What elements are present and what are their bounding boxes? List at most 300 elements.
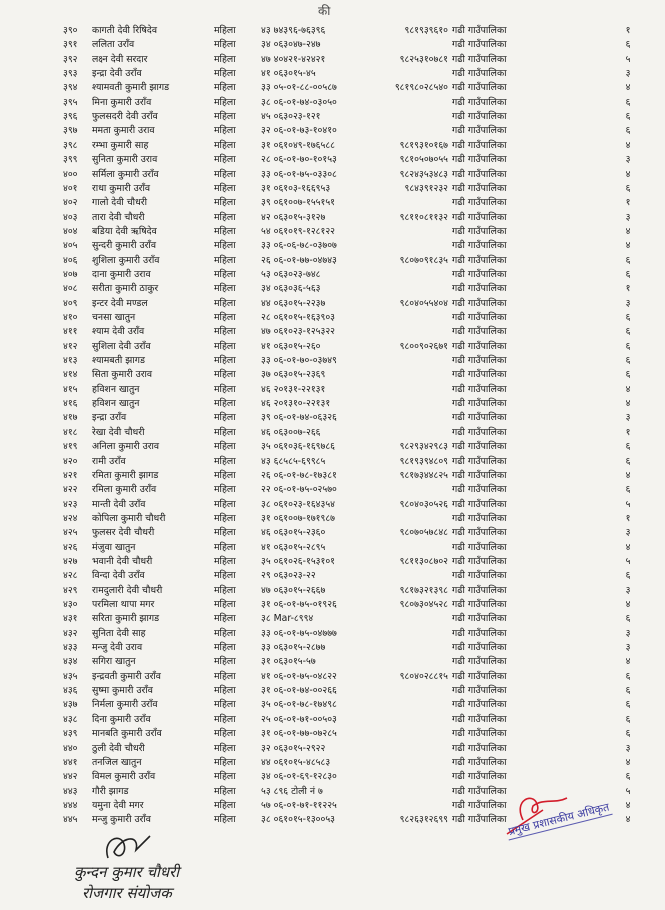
gender-cell: महिला bbox=[214, 254, 236, 266]
municipality-cell: गढी गाउँपालिका bbox=[452, 785, 507, 797]
ward-cell: ५ bbox=[625, 498, 631, 510]
age-id-cell: ४१ ०६३०१५-२८९५ bbox=[261, 541, 326, 553]
gender-cell: महिला bbox=[214, 25, 236, 36]
table-row bbox=[0, 38, 665, 51]
table-row bbox=[0, 67, 665, 80]
municipality-cell: गढी गाउँपालिका bbox=[452, 326, 507, 338]
ward-cell: ३ bbox=[625, 627, 631, 639]
serial-number: ४१२ bbox=[63, 340, 78, 352]
ward-cell: ६ bbox=[625, 340, 631, 352]
gender-cell: महिला bbox=[214, 814, 236, 826]
table-row bbox=[0, 282, 665, 295]
name-cell: इन्टर देवी मण्डल bbox=[92, 297, 148, 309]
phone-cell: ९८१७३२१३९८ bbox=[399, 584, 448, 596]
age-id-cell: ३५ ०६१०२६-१५३१०१ bbox=[261, 555, 335, 567]
gender-cell: महिला bbox=[214, 283, 236, 295]
name-cell: रमिला कुमारी उराँव bbox=[92, 484, 157, 496]
serial-number: ४३० bbox=[63, 599, 78, 610]
age-id-cell: ४६ ०६३०१५-२३६० bbox=[261, 527, 326, 539]
gender-cell: महिला bbox=[214, 742, 236, 754]
ward-cell: ६ bbox=[625, 312, 631, 323]
ward-cell: ६ bbox=[625, 125, 631, 137]
name-cell: विन्दा देवी उराँव bbox=[92, 570, 145, 582]
name-cell: सरीता कुमारी ठाकुर bbox=[92, 283, 159, 295]
municipality-cell: गढी गाउँपालिका bbox=[452, 154, 507, 166]
name-cell: विमल कुमारी उराँव bbox=[92, 771, 156, 783]
gender-cell: महिला bbox=[214, 383, 236, 395]
ward-cell: ३ bbox=[625, 211, 631, 223]
table-row bbox=[0, 483, 665, 496]
table-row bbox=[0, 727, 665, 740]
municipality-cell: गढी गाउँपालिका bbox=[452, 139, 507, 151]
serial-number: ४०९ bbox=[63, 297, 78, 309]
municipality-cell: गढी गाउँपालिका bbox=[452, 254, 507, 266]
ward-cell: ६ bbox=[625, 613, 631, 625]
name-cell: यमुना देवी मगर bbox=[92, 799, 144, 811]
municipality-cell: गढी गाउँपालिका bbox=[452, 197, 507, 209]
name-cell: निर्मला कुमारी उराँव bbox=[92, 699, 158, 711]
serial-number: ३९४ bbox=[63, 82, 78, 94]
municipality-cell: गढी गाउँपालिका bbox=[452, 441, 507, 453]
name-cell: हविशन खातुन bbox=[92, 383, 140, 395]
gender-cell: महिला bbox=[214, 82, 236, 94]
age-id-cell: ३८ Mar-८९९४ bbox=[261, 613, 314, 625]
municipality-cell: गढी गाउँपालिका bbox=[452, 656, 507, 668]
table-row bbox=[0, 469, 665, 482]
table-row bbox=[0, 455, 665, 468]
table-row bbox=[0, 770, 665, 783]
name-cell: रमिता कुमारी झागड bbox=[92, 469, 159, 481]
ward-cell: ३ bbox=[625, 68, 631, 80]
ward-cell: ६ bbox=[625, 355, 631, 367]
signer-name: कुन्दन कुमार चौधरी bbox=[74, 863, 180, 881]
serial-number: ४३५ bbox=[63, 670, 78, 682]
ward-cell: ४ bbox=[625, 541, 631, 553]
age-id-cell: ४७ ०६१०२३-१२५३२२ bbox=[261, 326, 335, 338]
ward-cell: १ bbox=[625, 283, 631, 295]
age-id-cell: २२ ०६-०१-७५-०२५७० bbox=[261, 484, 337, 496]
gender-cell: महिला bbox=[214, 53, 236, 65]
serial-number: ३९८ bbox=[63, 139, 78, 151]
ward-cell: ६ bbox=[625, 254, 631, 266]
age-id-cell: ३३ ०६-०६-७८-०३७०७ bbox=[261, 240, 337, 252]
table-row bbox=[0, 641, 665, 654]
phone-cell: ९८१९३१०१६७ bbox=[399, 139, 448, 151]
municipality-cell: गढी गाउँपालिका bbox=[452, 340, 507, 352]
name-cell: रम्भा कुमारी साह bbox=[92, 139, 149, 151]
name-cell: गौरी झागड bbox=[92, 785, 129, 797]
ward-cell: ६ bbox=[625, 326, 631, 338]
serial-number: ४१० bbox=[63, 312, 78, 323]
gender-cell: महिला bbox=[214, 441, 236, 453]
municipality-cell: गढी गाउँपालिका bbox=[452, 426, 507, 438]
ward-cell: ४ bbox=[625, 814, 631, 826]
ward-cell: ६ bbox=[625, 441, 631, 453]
serial-number: ४१६ bbox=[63, 398, 78, 410]
gender-cell: महिला bbox=[214, 268, 236, 280]
municipality-cell: गढी गाउँपालिका bbox=[452, 225, 507, 237]
name-cell: इन्द्रा देवी उराँव bbox=[92, 68, 142, 80]
age-id-cell: ५३ ८९६ टोली नं ७ bbox=[261, 785, 323, 797]
ward-cell: ४ bbox=[625, 139, 631, 151]
phone-cell: ९८११३०८७०२ bbox=[399, 555, 448, 567]
table-row bbox=[0, 139, 665, 152]
ward-cell: ४ bbox=[625, 756, 631, 768]
name-cell: इन्द्रवती कुमारी उराँव bbox=[92, 670, 161, 682]
age-id-cell: ५३ ०६३०२३-७४८ bbox=[261, 268, 321, 280]
ward-cell: ६ bbox=[625, 713, 631, 725]
table-row bbox=[0, 368, 665, 381]
phone-cell: ९८०४०५५४०४ bbox=[399, 297, 448, 309]
gender-cell: महिला bbox=[214, 656, 236, 668]
table-row bbox=[0, 268, 665, 281]
phone-cell: ९८४३९१२३२ bbox=[404, 182, 448, 194]
name-cell: रामी उराँव bbox=[92, 455, 126, 467]
table-row bbox=[0, 411, 665, 424]
table-row bbox=[0, 655, 665, 668]
ward-cell: ६ bbox=[625, 96, 631, 108]
age-id-cell: ३३ ०५-०१-८८-००५८७ bbox=[261, 82, 337, 94]
gender-cell: महिला bbox=[214, 584, 236, 596]
name-cell: कागती देवी रिषिदेव bbox=[92, 25, 158, 36]
age-id-cell: ३४ ०६-०१-६९-१२८३० bbox=[261, 771, 337, 783]
name-cell: सरिता कुमारी झागड bbox=[92, 613, 160, 625]
age-id-cell: ४५ ०६३०२३-१२१ bbox=[261, 111, 321, 123]
gender-cell: महिला bbox=[214, 785, 236, 797]
age-id-cell: ५४ ०६१०१९-१२८१२२ bbox=[261, 225, 335, 237]
phone-cell: ९८१९८०२८५४० bbox=[394, 82, 448, 94]
serial-number: ४०५ bbox=[63, 240, 78, 252]
municipality-cell: गढी गाउँपालिका bbox=[452, 512, 507, 524]
ward-cell: १ bbox=[625, 25, 631, 36]
name-cell: फुलसर देवी चौधरी bbox=[92, 527, 155, 539]
ward-cell: ५ bbox=[625, 555, 631, 567]
municipality-cell: गढी गाउँपालिका bbox=[452, 570, 507, 582]
serial-number: ३९१ bbox=[63, 39, 78, 51]
name-cell: शुशिला कुमारी उराँव bbox=[92, 254, 160, 266]
municipality-cell: गढी गाउँपालिका bbox=[452, 25, 507, 36]
ward-cell: ६ bbox=[625, 699, 631, 711]
gender-cell: महिला bbox=[214, 96, 236, 108]
gender-cell: महिला bbox=[214, 240, 236, 252]
serial-number: ४२६ bbox=[63, 541, 78, 553]
ward-cell: ५ bbox=[625, 785, 631, 797]
gender-cell: महिला bbox=[214, 225, 236, 237]
ward-cell: ४ bbox=[625, 240, 631, 252]
gender-cell: महिला bbox=[214, 154, 236, 166]
municipality-cell: गढी गाउँपालिका bbox=[452, 111, 507, 123]
municipality-cell: गढी गाउँपालिका bbox=[452, 469, 507, 481]
table-row bbox=[0, 96, 665, 109]
serial-number: ४०३ bbox=[63, 211, 78, 223]
age-id-cell: ४४ ०६१०१५-४८५८३ bbox=[261, 756, 331, 768]
left-signature-flourish bbox=[100, 830, 160, 864]
age-id-cell: २६ ०६-०१-७८-१७३८१ bbox=[261, 469, 337, 481]
table-row bbox=[0, 196, 665, 209]
table-row bbox=[0, 311, 665, 324]
gender-cell: महिला bbox=[214, 426, 236, 438]
phone-cell: ९८२६३१२६९९ bbox=[399, 814, 448, 826]
phone-cell: ९८०७३०४५२८ bbox=[399, 599, 448, 610]
table-row bbox=[0, 670, 665, 683]
serial-number: ४०४ bbox=[63, 225, 78, 237]
ward-cell: ६ bbox=[625, 685, 631, 697]
gender-cell: महिला bbox=[214, 541, 236, 553]
name-cell: तारा देवी चौधरी bbox=[92, 211, 145, 223]
serial-number: ४१३ bbox=[63, 355, 78, 367]
name-cell: श्याम देवी उराँव bbox=[92, 326, 145, 338]
age-id-cell: ३४ ०६३०३६-५६३ bbox=[261, 283, 321, 295]
name-cell: ममता कुमारी उराव bbox=[92, 125, 155, 137]
age-id-cell: ३८ ०६१०१५-१३००५३ bbox=[261, 814, 335, 826]
name-cell: सुनिता कुमारी उराव bbox=[92, 154, 158, 166]
table-row bbox=[0, 584, 665, 597]
age-id-cell: ३९ ०६-०१-७४-०६३२६ bbox=[261, 412, 337, 424]
age-id-cell: ४३ ७४३९६-७६३९६ bbox=[261, 25, 326, 36]
age-id-cell: ४६ ०६३००७-२६६ bbox=[261, 426, 321, 438]
phone-cell: ९८०७०९१८३५ bbox=[399, 254, 448, 266]
age-id-cell: ४६ २०१३१०-२२१३१ bbox=[261, 398, 331, 410]
gender-cell: महिला bbox=[214, 728, 236, 740]
gender-cell: महिला bbox=[214, 484, 236, 496]
official-stamp: प्रमुख प्रशासकीय अधिकृत bbox=[505, 799, 613, 840]
age-id-cell: ३१ ०६-०१-७५-०१९२६ bbox=[261, 599, 337, 610]
age-id-cell: ४३ ६८५८५-६९९८५ bbox=[261, 455, 326, 467]
ward-cell: ३ bbox=[625, 527, 631, 539]
age-id-cell: ३२ ०६-०१-७३-१०४१० bbox=[261, 125, 337, 137]
municipality-cell: गढी गाउँपालिका bbox=[452, 455, 507, 467]
municipality-cell: गढी गाउँपालिका bbox=[452, 498, 507, 510]
ward-cell: ६ bbox=[625, 771, 631, 783]
ward-cell: ४ bbox=[625, 82, 631, 94]
gender-cell: महिला bbox=[214, 642, 236, 654]
serial-number: ३९० bbox=[63, 25, 78, 36]
serial-number: ४२४ bbox=[63, 512, 78, 524]
serial-number: ४११ bbox=[63, 326, 78, 338]
ward-cell: ३ bbox=[625, 742, 631, 754]
table-row bbox=[0, 397, 665, 410]
name-cell: सुनिता देवी साह bbox=[92, 627, 146, 639]
age-id-cell: ३८ ०६१०२३-१६४३५४ bbox=[261, 498, 335, 510]
gender-cell: महिला bbox=[214, 469, 236, 481]
serial-number: ४०० bbox=[63, 168, 78, 180]
phone-cell: ९८११०८११३२ bbox=[399, 211, 448, 223]
name-cell: रेखा देवी चौधरी bbox=[92, 426, 145, 438]
age-id-cell: ३२ ०६३०१५-२९२२ bbox=[261, 742, 326, 754]
serial-number: ४३७ bbox=[63, 699, 78, 711]
table-row bbox=[0, 541, 665, 554]
municipality-cell: गढी गाउँपालिका bbox=[452, 39, 507, 51]
gender-cell: महिला bbox=[214, 512, 236, 524]
table-row bbox=[0, 498, 665, 511]
age-id-cell: ३९ ०६१००७-१५५१५१ bbox=[261, 197, 335, 209]
name-cell: सुष्मा कुमारी उराँव bbox=[92, 685, 153, 697]
name-cell: तनजिल खातुन bbox=[92, 756, 142, 768]
age-id-cell: ३१ ०६-०१-७४-००२६६ bbox=[261, 685, 337, 697]
name-cell: परमिला थापा मगर bbox=[92, 599, 155, 610]
serial-number: ४१७ bbox=[63, 412, 78, 424]
age-id-cell: ३७ ०६३०१५-२३६९ bbox=[261, 369, 326, 381]
gender-cell: महिला bbox=[214, 527, 236, 539]
ward-cell: ३ bbox=[625, 154, 631, 166]
serial-number: ४४५ bbox=[63, 814, 78, 826]
ward-cell: ३ bbox=[625, 642, 631, 654]
ward-cell: ४ bbox=[625, 398, 631, 410]
table-row bbox=[0, 612, 665, 625]
serial-number: ४३३ bbox=[63, 642, 78, 654]
name-cell: अनिला कुमारी उराव bbox=[92, 441, 160, 453]
gender-cell: महिला bbox=[214, 799, 236, 811]
table-row bbox=[0, 627, 665, 640]
age-id-cell: ४६ २०१३१-२२१३१ bbox=[261, 383, 326, 395]
phone-cell: ९८०४०३०५२६ bbox=[399, 498, 448, 510]
serial-number: ४२२ bbox=[63, 484, 78, 496]
municipality-cell: गढी गाउँपालिका bbox=[452, 728, 507, 740]
gender-cell: महिला bbox=[214, 312, 236, 323]
gender-cell: महिला bbox=[214, 297, 236, 309]
name-cell: दिना कुमारी उराँव bbox=[92, 713, 151, 725]
serial-number: ३९९ bbox=[63, 154, 78, 166]
gender-cell: महिला bbox=[214, 599, 236, 610]
serial-number: ४०१ bbox=[63, 182, 78, 194]
age-id-cell: ३१ ०६१०४९-१७६५८८ bbox=[261, 139, 335, 151]
phone-cell: ९८१९३९६१० bbox=[404, 25, 448, 36]
table-row bbox=[0, 24, 665, 37]
phone-cell: ९८२४३५३४८३ bbox=[399, 168, 448, 180]
ward-cell: ६ bbox=[625, 111, 631, 123]
ward-cell: ४ bbox=[625, 656, 631, 668]
municipality-cell: गढी गाउँपालिका bbox=[452, 642, 507, 654]
age-id-cell: ३१ ०६३०१५-५७ bbox=[261, 656, 316, 668]
gender-cell: महिला bbox=[214, 211, 236, 223]
serial-number: ४४२ bbox=[63, 771, 78, 783]
serial-number: ३९२ bbox=[63, 53, 78, 65]
gender-cell: महिला bbox=[214, 713, 236, 725]
municipality-cell: गढी गाउँपालिका bbox=[452, 613, 507, 625]
serial-number: ४४१ bbox=[63, 756, 78, 768]
ward-cell: १ bbox=[625, 512, 631, 524]
ward-cell: ५ bbox=[625, 53, 631, 65]
ward-cell: ६ bbox=[625, 670, 631, 682]
table-row bbox=[0, 598, 665, 611]
name-cell: सुशिला देवी उराँव bbox=[92, 340, 151, 352]
name-cell: राधा कुमारी उराँव bbox=[92, 182, 151, 194]
serial-number: ४२१ bbox=[63, 469, 78, 481]
name-cell: भवानी देवी चौधरी bbox=[92, 555, 153, 567]
table-row bbox=[0, 254, 665, 267]
age-id-cell: ३५ ०६-०१-७८-१७४९८ bbox=[261, 699, 337, 711]
age-id-cell: ३३ ०६-०१-७०-०३७४९ bbox=[261, 355, 337, 367]
age-id-cell: २८ ०६१०१५-१६३९०३ bbox=[261, 312, 335, 323]
ward-cell: ३ bbox=[625, 297, 631, 309]
gender-cell: महिला bbox=[214, 355, 236, 367]
gender-cell: महिला bbox=[214, 412, 236, 424]
gender-cell: महिला bbox=[214, 340, 236, 352]
table-row bbox=[0, 742, 665, 755]
serial-number: ४२९ bbox=[63, 584, 78, 596]
table-row bbox=[0, 81, 665, 94]
gender-cell: महिला bbox=[214, 68, 236, 80]
ward-cell: ३ bbox=[625, 584, 631, 596]
name-cell: गालो देवी चौधरी bbox=[92, 197, 148, 209]
name-cell: सगिरा खातुन bbox=[92, 656, 136, 668]
serial-number: ४२० bbox=[63, 455, 78, 467]
gender-cell: महिला bbox=[214, 398, 236, 410]
table-row bbox=[0, 53, 665, 66]
table-row bbox=[0, 526, 665, 539]
ward-cell: १ bbox=[625, 197, 631, 209]
ward-cell: ६ bbox=[625, 455, 631, 467]
municipality-cell: गढी गाउँपालिका bbox=[452, 125, 507, 137]
serial-number: ४०७ bbox=[63, 268, 78, 280]
table-row bbox=[0, 756, 665, 769]
ward-cell: १ bbox=[625, 426, 631, 438]
municipality-cell: गढी गाउँपालिका bbox=[452, 699, 507, 711]
name-cell: बडिया देवी ऋषिदेव bbox=[92, 225, 157, 237]
serial-number: ४४३ bbox=[63, 785, 78, 797]
table-row bbox=[0, 110, 665, 123]
ward-cell: ६ bbox=[625, 268, 631, 280]
serial-number: ४३६ bbox=[63, 685, 78, 697]
table-row bbox=[0, 297, 665, 310]
serial-number: ४१८ bbox=[63, 426, 78, 438]
municipality-cell: गढी गाउँपालिका bbox=[452, 541, 507, 553]
gender-cell: महिला bbox=[214, 39, 236, 51]
serial-number: ४२३ bbox=[63, 498, 78, 510]
name-cell: कोपिला कुमारी चौधरी bbox=[92, 512, 166, 524]
municipality-cell: गढी गाउँपालिका bbox=[452, 527, 507, 539]
gender-cell: महिला bbox=[214, 182, 236, 194]
name-cell: मन्जु कुमारी उराँव bbox=[92, 814, 151, 826]
serial-number: ४१५ bbox=[63, 383, 78, 395]
age-id-cell: २५ ०६-०१-७१-००५०३ bbox=[261, 713, 337, 725]
age-id-cell: ३३ ०६-०१-७५-०३३०८ bbox=[261, 168, 337, 180]
age-id-cell: ५७ ०६-०१-७१-११२२५ bbox=[261, 799, 337, 811]
municipality-cell: गढी गाउँपालिका bbox=[452, 312, 507, 323]
municipality-cell: गढी गाउँपालिका bbox=[452, 398, 507, 410]
serial-number: ४२८ bbox=[63, 570, 78, 582]
age-id-cell: ३१ ०६-०१-७७-०७२८५ bbox=[261, 728, 337, 740]
serial-number: ४३४ bbox=[63, 656, 78, 668]
serial-number: ४४४ bbox=[63, 799, 78, 811]
age-id-cell: ३८ ०६-०१-७४-०३०५० bbox=[261, 96, 337, 108]
age-id-cell: ४१ ०६३०१५-४५ bbox=[261, 68, 316, 80]
age-id-cell: ४४ ०६३०१५-२२३७ bbox=[261, 297, 326, 309]
gender-cell: महिला bbox=[214, 699, 236, 711]
name-cell: मान्ती देवी उराँव bbox=[92, 498, 146, 510]
municipality-cell: गढी गाउँपालिका bbox=[452, 584, 507, 596]
table-row bbox=[0, 440, 665, 453]
age-id-cell: ४२ ०६३०१५-३१२७ bbox=[261, 211, 326, 223]
gender-cell: महिला bbox=[214, 369, 236, 381]
ward-cell: ६ bbox=[625, 728, 631, 740]
municipality-cell: गढी गाउँपालिका bbox=[452, 799, 507, 811]
name-cell: सर्मिला कुमारी उराँव bbox=[92, 168, 159, 180]
gender-cell: महिला bbox=[214, 613, 236, 625]
municipality-cell: गढी गाउँपालिका bbox=[452, 814, 507, 826]
age-id-cell: २९ ०६३०२३-२२ bbox=[261, 570, 316, 582]
municipality-cell: गढी गाउँपालिका bbox=[452, 555, 507, 567]
age-id-cell: ४७ ०६३०१५-२६६७ bbox=[261, 584, 326, 596]
serial-number: ४२७ bbox=[63, 555, 78, 567]
age-id-cell: ४१ ०६३०१५-२६० bbox=[261, 340, 321, 352]
table-row bbox=[0, 354, 665, 367]
municipality-cell: गढी गाउँपालिका bbox=[452, 240, 507, 252]
serial-number: ३९६ bbox=[63, 111, 78, 123]
age-id-cell: ३४ ०६३०४७-२४७ bbox=[261, 39, 321, 51]
municipality-cell: गढी गाउँपालिका bbox=[452, 756, 507, 768]
age-id-cell: ३१ ०६१०३-१६६९५३ bbox=[261, 182, 331, 194]
